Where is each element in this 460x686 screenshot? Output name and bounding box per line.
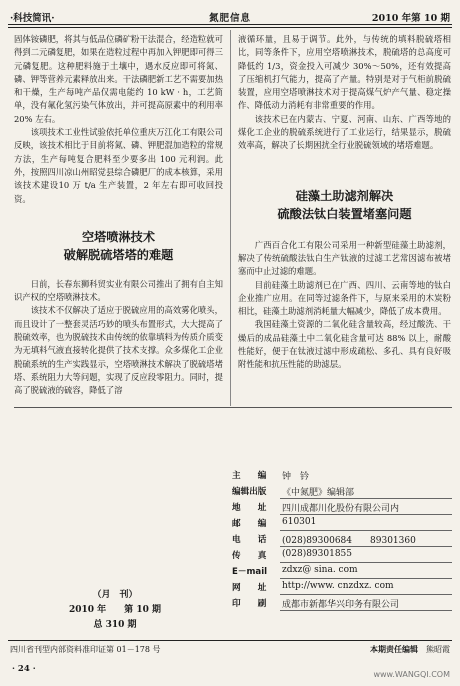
paragraph: 我国硅藻土资源的二氧化硅含量较高，经过酸洗、干燥后的成品硅藻土中二氧化硅含量可达 88% 以上，耐酸性能好，便于在钛液过滤中形成疏松、多孔、具有良好吸附性能和抗压性能的助滤层。 (238, 319, 451, 370)
paragraph: 固体铵磷肥，将其与低品位磷矿粉干法混合，经造粒就可得到二元磷复肥，如果在造粒过程中再加入钾肥即可得三元磷复肥。这种肥料施于土壤中，遇水反应即可将氮、磷、钾等营养元素释放出来。干法磷肥新工艺不需要加热和干燥，生产每吨产品仅需电能约 10 kW · h，工艺简单，没有氟化氢污染气体放出，并可提高原素中的利用率 20% 左右。 (14, 34, 223, 124)
running-header (8, 7, 452, 23)
imprint-label: 传 真 (232, 551, 267, 561)
paragraph: 目前硅藻土助滤剂已在广西、四川、云南等地的钛白企业推广应用。在同等过滤条件下，与原来采用的木炭粉相比，硅藻土助滤剂消耗量大幅减少，降低了成本费用。 (238, 279, 451, 317)
imprint-value: 《中氮肥》编辑部 (282, 488, 355, 498)
article-title-line1: 空塔喷淋技术 (81, 229, 156, 244)
article-title (14, 228, 223, 264)
total-issue-number: 总 310 期 (93, 620, 137, 630)
journal-name: 氮肥信息 (208, 13, 251, 24)
section-label: ·科技简讯· (10, 13, 55, 24)
imprint-block (232, 469, 452, 613)
right-column (238, 33, 451, 372)
imprint-value: (028)89300684 89301360 (282, 536, 416, 546)
imprint-value: http://www. cnzdxz. com (282, 581, 394, 591)
imprint-label: 网 址 (232, 583, 267, 593)
page-number: · 24 · (12, 664, 36, 674)
imprint-label: 邮 编 (232, 519, 267, 529)
editor-label: 本期责任编辑 (370, 645, 418, 654)
imprint-row (232, 597, 452, 613)
article-title-line2: 硫酸法钛白装置堵塞问题 (277, 206, 412, 221)
imprint-value: (028)89301855 (282, 549, 353, 559)
footer-rule (8, 640, 452, 641)
imprint-value: zdxz@ sina. com (282, 565, 358, 575)
paragraph: 日前，长春东狮科贸实业有限公司推出了拥有自主知识产权的空塔喷淋技术。 (14, 278, 223, 303)
paragraph: 该项技术工业性试验依托单位重庆万江化工有限公司反映，该技术相比于目前将氮、磷、钾肥混加造粒的常规方法，生产每吨复合肥料至少要多出 100 元利润。此外，按照四川凉山州昭觉县综合磷肥厂的成本核算，采用该技术建设10 万 t/a 生产装置，2 年左右即可收回投资。 (14, 127, 223, 204)
watermark: www.WANGQI.COM (373, 670, 450, 679)
left-column (14, 33, 223, 398)
responsible-editor (370, 644, 450, 655)
imprint-row (232, 517, 452, 533)
imprint-row (232, 501, 452, 517)
article-title-line1: 硅藻土助滤剂解决 (295, 188, 394, 203)
frequency-label: （月 刊） (92, 590, 138, 600)
section-divider (14, 407, 452, 408)
imprint-label: 印 刷 (232, 599, 267, 609)
header-rule-thin (8, 27, 452, 28)
imprint-value: 钟 钤 (282, 472, 310, 482)
header-rule (8, 24, 452, 25)
imprint-value: 610301 (282, 517, 317, 527)
paragraph: 该技术已在内蒙古、宁夏、河南、山东、广西等地的煤化工企业的脱硫系统进行了工业运行，结果显示，脱硫效率高，解决了长期困扰全行业脱硫领域的堵塔难题。 (238, 113, 451, 151)
publication-frequency-block (40, 588, 190, 633)
imprint-label: 主 编 (232, 471, 267, 481)
paragraph: 该技术不仅解决了适应于脱硫应用的高效雾化喷头，而且设计了一整套灵活巧妙的喷头布置形式，大大提高了脱硫效率，也为脱硫技术由传统的依靠填料为传质介质变为无填料气液直接转化提供了技术支撑。众多煤化工企业脱硫系统的生产实践显示，空塔喷淋技术解决了脱硫塔堵塔、系统阻力大等问题，实现了反应段零阻力。同时，提高了脱硫液的硫容，降低了溶 (14, 305, 223, 396)
column-divider (230, 30, 231, 406)
paragraph: 液循环量，且易于调节。此外，与传统的填料脱硫塔相比，同等条件下，应用空塔喷淋技术，脱硫塔的总高度可降低约 1/3，资金投入可减少 30%～50%，还有效提高了压缩机打气能力，提高了产量。特别是对于气柜前脱硫装置，应用空塔喷淋技术对于提高煤气炉产气量、稳定操作、降低动力消耗有非常重要的作用。 (238, 34, 451, 111)
imprint-value: 四川成都川化股份有限公司内 (282, 504, 400, 514)
imprint-row (232, 533, 452, 549)
permit-number: 四川省刊型内部资料准印证第 01－178 号 (10, 645, 161, 654)
imprint-label: 电 话 (232, 535, 267, 545)
article-title-line2: 破解脱硫塔塔的难题 (63, 247, 174, 262)
imprint-label: 编辑出版 (232, 487, 267, 497)
imprint-row (232, 549, 452, 565)
article-title (238, 187, 451, 223)
paragraph: 广西百合化工有限公司采用一种新型硅藻土助滤剂，解决了传统硫酸法钛白生产钛液的过滤工艺常因滤布被堵塞而中止过滤的难题。 (238, 239, 451, 277)
imprint-row (232, 485, 452, 501)
editor-name: 熊昭霞 (426, 645, 450, 654)
imprint-row (232, 565, 452, 581)
issue-number: 2010 年 第 10 期 (69, 605, 161, 615)
imprint-row (232, 581, 452, 597)
imprint-label: 地 址 (232, 503, 267, 513)
imprint-row (232, 469, 452, 485)
imprint-value: 成都市新都华兴印务有限公司 (282, 600, 400, 610)
issue-label: 2010 年第 10 期 (371, 13, 450, 24)
imprint-label: E－mail (232, 567, 268, 577)
